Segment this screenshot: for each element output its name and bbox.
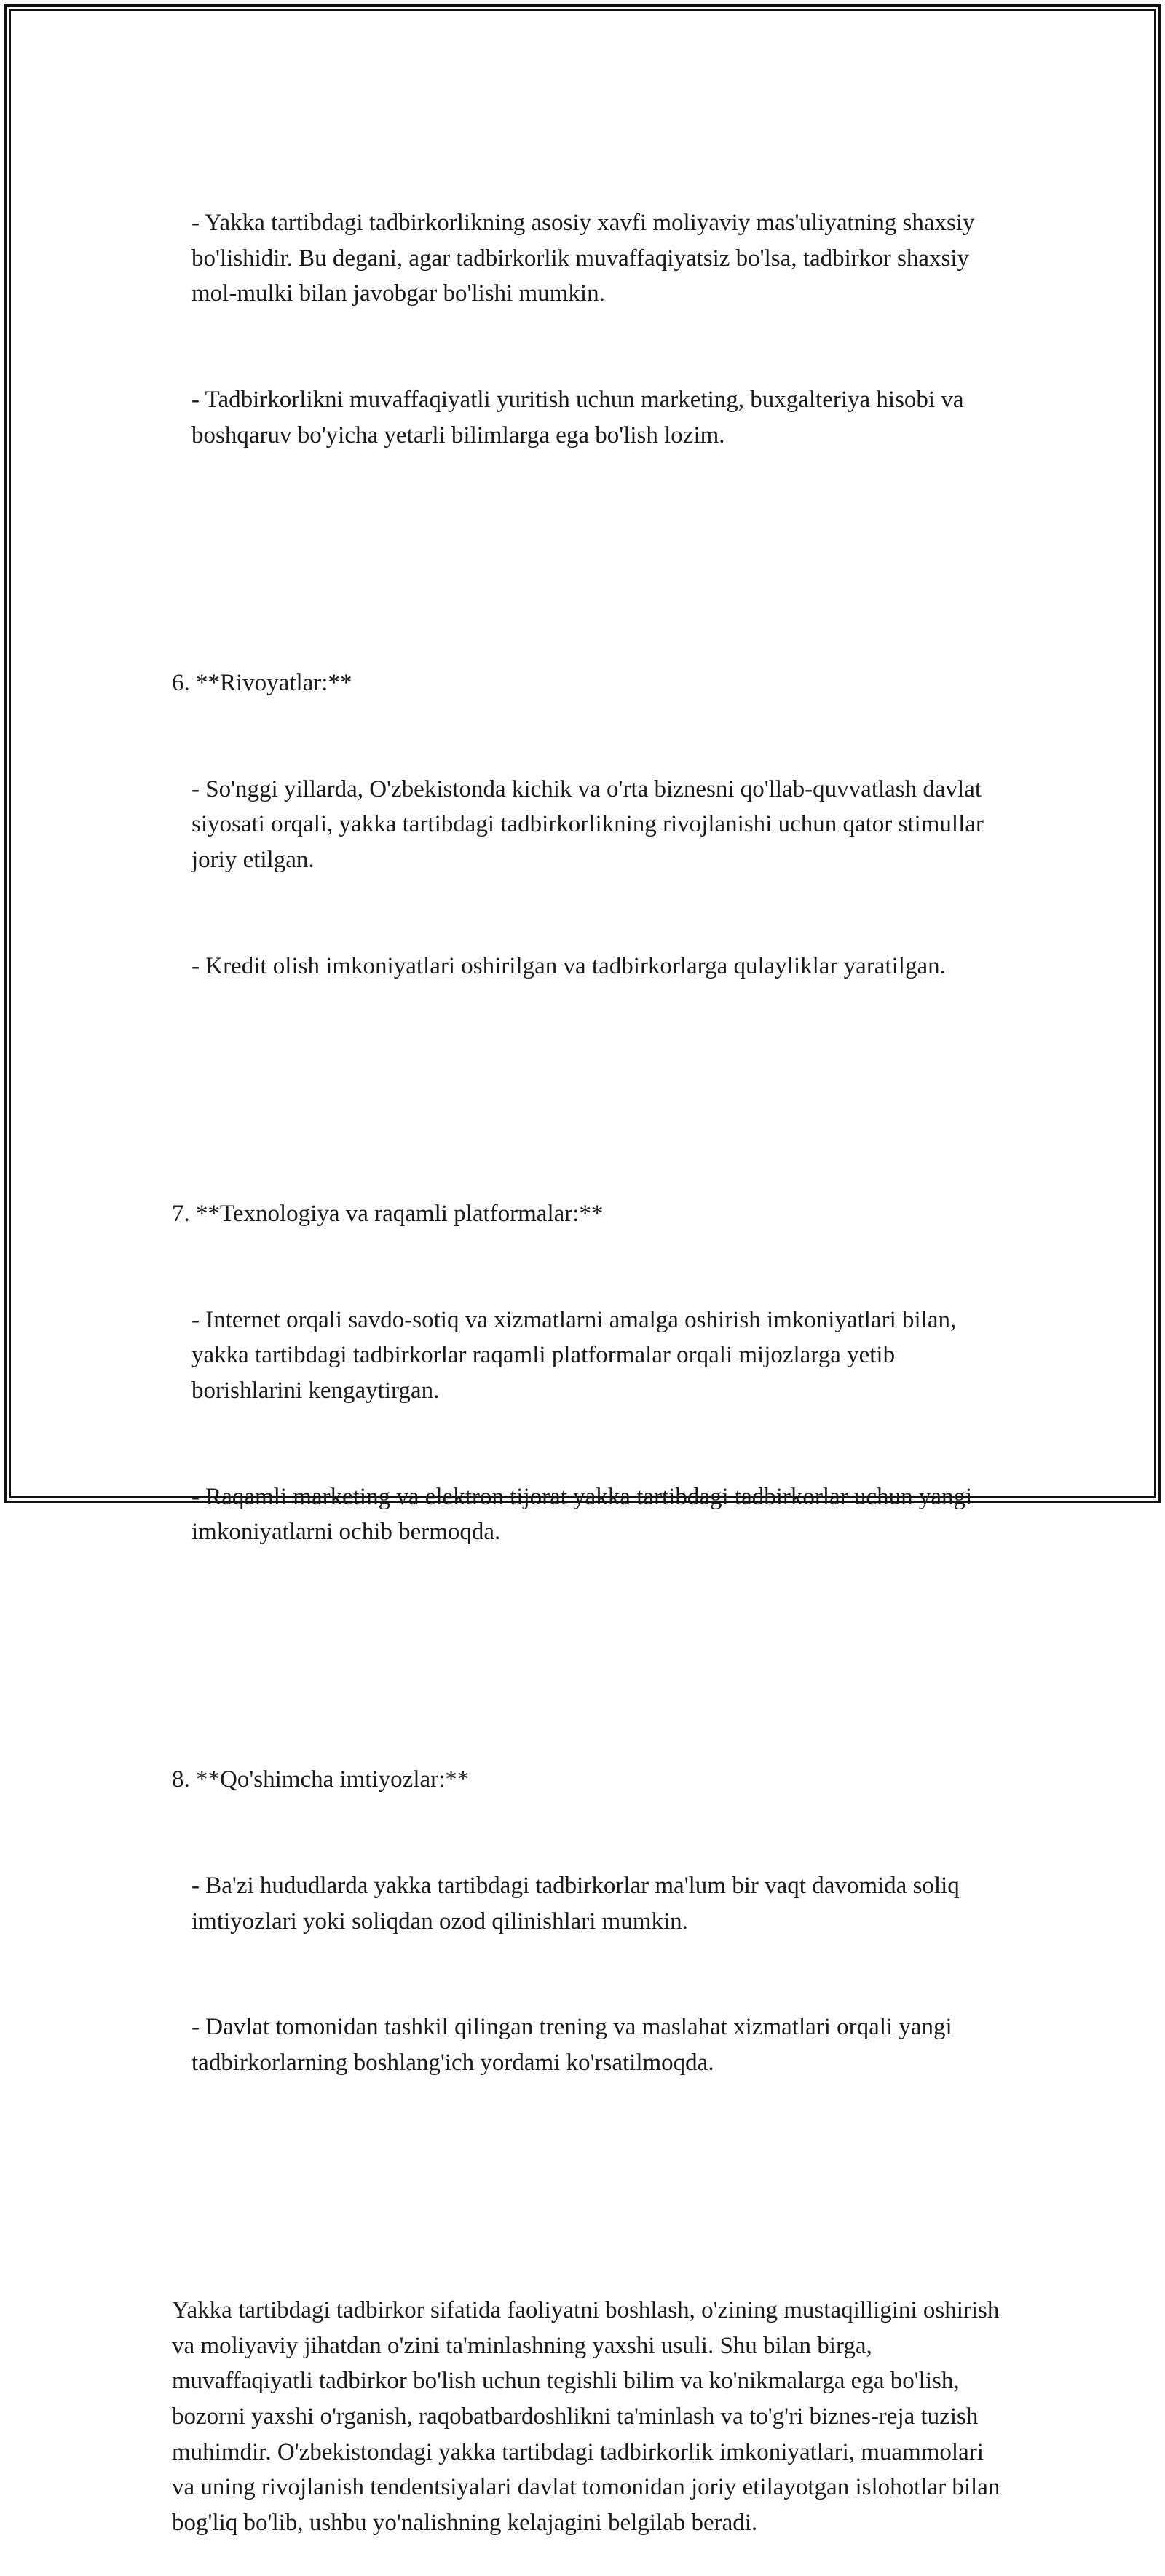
- bullet-item: - So'nggi yillarda, O'zbekistonda kichik va o'rta biznesni qo'llab-quvvatlash davlat siyosati orqali, yakka tartibdagi tadbirkorlikning rivojlanishi uchun qator stimullar joriy etilgan.: [191, 775, 990, 873]
- paragraph-gap: [172, 1621, 1002, 1656]
- section-heading: 8. **Qo'shimcha imtiyozlar:**: [172, 1766, 470, 1793]
- paragraph-gap: [172, 524, 1002, 560]
- bullet-item: - Raqamli marketing va elektron tijorat yakka tartibdagi tadbirkorlar uchun yangi imkoniyatlarni ochib bermoqda.: [191, 1483, 979, 1546]
- section-heading: 6. **Rivoyatlar:**: [172, 669, 352, 696]
- section-heading: 7. **Texnologiya va raqamli platformalar:**: [172, 1200, 604, 1227]
- conclusion-paragraph: Yakka tartibdagi tadbirkor sifatida faoliyatni boshlash, o'zining mustaqilligini oshirish va moliyaviy jihatdan o'zini ta'minlashning yaxshi usuli. Shu bilan birga, muvaffaqiyatli tadbirkor bo'lish uchun tegishli bilim va ko'nikmalarga ega bo'lish, bozorni yaxshi o'rganish, raqobatbardoshlikni ta'minlash va to'g'ri biznes-reja tuzish muhimdir. O'zbekistondagi yakka tartibdagi tadbirkorlik imkoniyatlari, muammolari va uning rivojlanish tendentsiyalari davlat tomonidan joriy etilayotgan islohotlar bilan bog'liq bo'lib, ushbu yo'nalishning kelajagini belgilab beradi.: [172, 2297, 1006, 2536]
- bullet-item: - Kredit olish imkoniyatlari oshirilgan va tadbirkorlarga qulayliklar yaratilgan.: [191, 952, 946, 979]
- bullet-item: - Tadbirkorlikni muvaffaqiyatli yuritish uchun marketing, buxgalteriya hisobi va boshqaruv bo'yicha yetarli bilimlarga ega bo'lish lozim.: [191, 387, 970, 449]
- paragraph-gap: [172, 2152, 1002, 2187]
- bullet-item: - Davlat tomonidan tashkil qilingan trening va maslahat xizmatlari orqali yangi tadbirkorlarning boshlang'ich yordami ko'rsatilmoqda.: [191, 2014, 958, 2077]
- bullet-item: - Internet orqali savdo-sotiq va xizmatlarni amalga oshirish imkoniyatlari bilan, yakka tartibdagi tadbirkorlar raqamli platformalar orqali mijozlarga yetib borishlarini kengaytirgan.: [191, 1306, 963, 1404]
- bullet-item: - Ba'zi hududlarda yakka tartibdagi tadbirkorlar ma'lum bir vaqt davomida soliq imtiyozlari yoki soliqdan ozod qilinishlari mumkin.: [191, 1873, 966, 1935]
- document-body: [172, 135, 1006, 2576]
- bullet-item: - Yakka tartibdagi tadbirkorlikning asosiy xavfi moliyaviy mas'uliyatning shaxsiy bo'lishidir. Bu degani, agar tadbirkorlik muvaffaqiyatsiz bo'lsa, tadbirkor shaxsiy mol-mulki bilan javobgar bo'lishi mumkin.: [191, 210, 981, 307]
- paragraph-gap: [172, 1054, 1002, 1090]
